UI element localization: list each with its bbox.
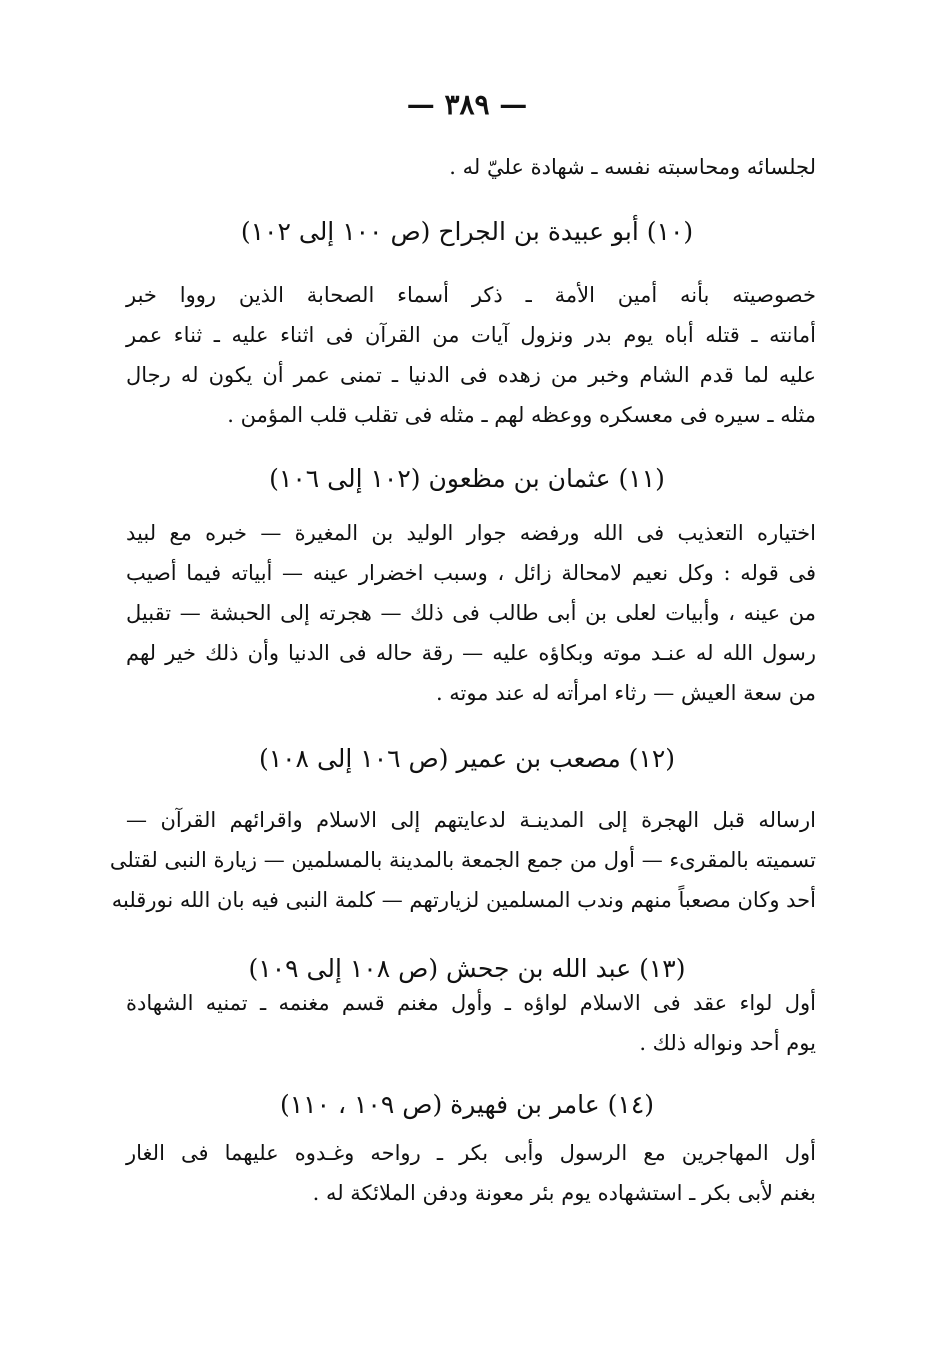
section-11-line: من سعة العيش — رثاء امرأته له عند موته . — [435, 681, 816, 705]
section-heading-13: (١٣) عبد الله بن جحش (ص ١٠٨ إلى ١٠٩) — [248, 954, 686, 983]
section-11-line: فى قوله : وكل نعيم لامحالة زائل ، وسبب اخضرار عينه — أبياته فيما أصيب — [126, 561, 816, 585]
page-number: — ٣٨٩ — — [406, 88, 528, 121]
section-11-line: رسول الله له عنـد موته وبكاؤه عليه — رقة حاله فى الدنيا وأن ذلك خير لهم — [126, 641, 816, 665]
section-11-line: اختياره التعذيب فى الله ورفضه جوار الوليد بن المغيرة — خبره مع لبيد — [126, 521, 816, 545]
section-12-line: تسميته بالمقرىء — أول من جمع الجمعة بالمدينة بالمسلمين — زيارة النبى لقتلى — [109, 848, 816, 872]
intro-line: لجلسائه ومحاسبته نفسه ـ شهادة عليّ له . — [449, 155, 816, 179]
section-11-line: من عينه ، وأبيات لعلى بن أبى طالب فى ذلك — هجرته إلى الحبشة — تقبيل — [126, 601, 816, 625]
section-13-line: يوم أحد ونواله ذلك . — [639, 1031, 816, 1055]
section-12-line: ارساله قبل الهجرة إلى المدينـة لدعايتهم إلى الاسلام واقرائهم القرآن — — [126, 808, 816, 832]
section-10-line: عليه لما قدم الشام وخبر من زهده فى الدنيا ـ تمنى عمر أن يكون له رجال — [126, 363, 816, 387]
section-14-line: أول المهاجرين مع الرسول وأبى بكر ـ رواحه وغـدوه عليهما فى الغار — [126, 1141, 816, 1165]
section-10-line: مثله ـ سيره فى معسكره ووعظه لهم ـ مثله فى تقلب قلب المؤمن . — [227, 403, 816, 427]
section-heading-14: (١٤) عامر بن فهيرة (ص ١٠٩ ، ١١٠) — [279, 1090, 655, 1119]
section-14-line: بغنم لأبى بكر ـ استشهاده يوم بئر معونة ودفن الملائكة له . — [312, 1181, 816, 1205]
section-heading-12: (١٢) مصعب بن عمير (ص ١٠٦ إلى ١٠٨) — [258, 744, 676, 773]
section-heading-11: (١١) عثمان بن مظعون (١٠٢ إلى ١٠٦) — [269, 464, 665, 493]
section-10-line: خصوصيته بأنه أمين الأمة ـ ذكر أسماء الصحابة الذين رووا خبر — [126, 283, 816, 307]
section-10-line: أمانته ـ قتله أباه يوم بدر ونزول آيات من القرآن فى اثناء عليه ـ ثناء عمر — [126, 323, 816, 347]
section-13-line: أول لواء عقد فى الاسلام لواؤه ـ وأول مغنم قسم مغنمه ـ تمنيه الشهادة — [126, 991, 816, 1015]
section-heading-10: (١٠) أبو عبيدة بن الجراح (ص ١٠٠ إلى ١٠٢) — [240, 217, 694, 246]
section-12-line: أحد وكان مصعباً منهم وندب المسلمين لزيارتهم — كلمة النبى فيه بان الله نورقلبه — [111, 888, 816, 912]
